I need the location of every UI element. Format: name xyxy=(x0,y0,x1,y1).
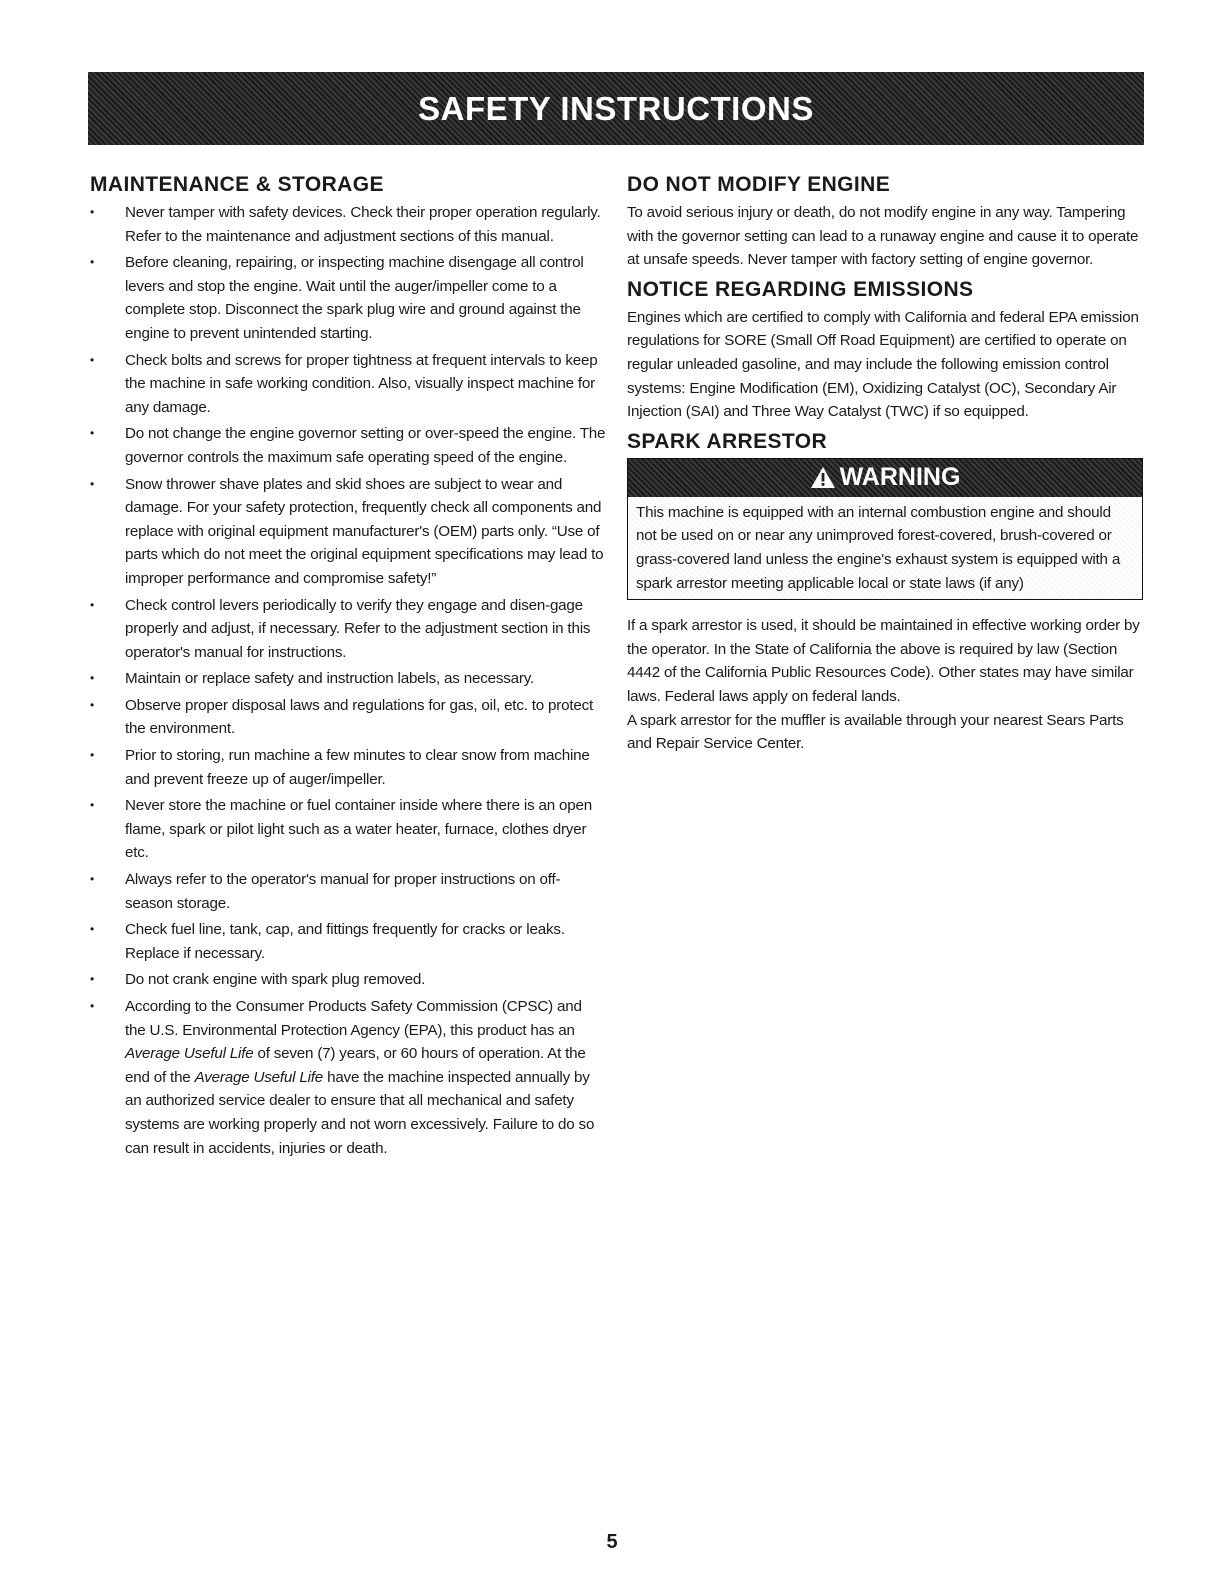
modify-section xyxy=(627,173,1143,272)
left-column xyxy=(90,173,606,1163)
useful-life-term-1: Average Useful Life xyxy=(125,1045,254,1063)
list-item: • Check bolts and screws for proper tightness at frequent intervals to keep the machine in safe working condition. Also, visually inspect machine for any damage. xyxy=(90,349,606,420)
list-item: • Always refer to the operator's manual for proper instructions on off-season storage. xyxy=(90,868,606,915)
warning-header xyxy=(628,459,1142,497)
emissions-heading: NOTICE REGARDING EMISSIONS xyxy=(627,277,974,301)
maintenance-list xyxy=(90,201,606,1160)
warning-triangle-icon xyxy=(810,466,836,489)
spark-para-1: If a spark arrestor is used, it should be maintained in effective working order by the operator. In the State of California the above is required by law (Section 4442 of the California Public Resources Code). Other states may have similar laws. Federal laws apply on federal lands. xyxy=(627,617,1140,705)
maintenance-heading: MAINTENANCE & STORAGE xyxy=(90,173,384,196)
useful-life-text-3: have the machine inspected annually by an authorized service dealer to ensure that all mechanical and safety systems are working properly and not worn excessively. Failure to do so can result in accidents, injuries or death. xyxy=(125,1068,595,1157)
list-item: • Never store the machine or fuel container inside where there is an open flame, spark or pilot light such as a water heater, furnace, clothes dryer etc. xyxy=(90,794,606,865)
spark-para-2: A spark arrestor for the muffler is available through your nearest Sears Parts and Repair Service Center. xyxy=(627,711,1124,753)
right-column xyxy=(627,173,1143,762)
list-item: • Snow thrower shave plates and skid shoes are subject to wear and damage. For your safety protection, frequently check all components and replace with original equipment manufacturer's (OEM) parts only. “Use of parts which do not meet the original equipment specifications may lead to improper performance and compromise safety!” xyxy=(90,473,606,591)
title-banner xyxy=(88,72,1144,145)
spark-heading: SPARK ARRESTOR xyxy=(627,429,828,453)
useful-life-text-1: According to the Consumer Products Safety Commission (CPSC) and the U.S. Environmental Protection Agency (EPA), this product has an xyxy=(125,998,582,1039)
warning-body xyxy=(628,497,1142,599)
list-item: • Observe proper disposal laws and regulations for gas, oil, etc. to protect the environment. xyxy=(90,694,606,741)
list-item: • Prior to storing, run machine a few minutes to clear snow from machine and prevent freeze up of auger/impeller. xyxy=(90,744,606,791)
list-item: • Do not change the engine governor setting or over-speed the engine. The governor controls the maximum safe operating speed of the engine. xyxy=(90,422,606,469)
list-item: • Maintain or replace safety and instruction labels, as necessary. xyxy=(90,667,606,691)
list-item: • Check fuel line, tank, cap, and fittings frequently for cracks or leaks. Replace if necessary. xyxy=(90,918,606,965)
warning-text: This machine is equipped with an internal combustion engine and should not be used on or near any unimproved forest-covered, brush-covered or grass-covered land unless the engine's exhaust system is equipped with a spark arrestor meeting applicable local or state laws (if any) xyxy=(636,503,1121,592)
modify-heading: DO NOT MODIFY ENGINE xyxy=(627,173,891,196)
list-item: • Check control levers periodically to verify they engage and disen-gage properly and adjust, if necessary. Refer to the adjustment section in this operator's manual for instructions. xyxy=(90,594,606,665)
list-item: • Do not crank engine with spark plug removed. xyxy=(90,968,606,992)
warning-box xyxy=(627,458,1143,600)
list-item-useful-life xyxy=(90,995,606,1160)
page-number: 5 xyxy=(606,1531,618,1553)
emissions-section xyxy=(627,278,1143,424)
warning-label: WARNING xyxy=(839,463,961,492)
list-item: • Before cleaning, repairing, or inspecting machine disengage all control levers and stop the engine. Wait until the auger/impeller come to a complete stop. Disconnect the spark plug wire and ground against the engine to prevent unintended starting. xyxy=(90,251,606,345)
modify-text: To avoid serious injury or death, do not modify engine in any way. Tampering with the governor setting can lead to a runaway engine and cause it to operate at unsafe speeds. Never tamper with factory setting of engine governor. xyxy=(627,204,1139,269)
emissions-text: Engines which are certified to comply with California and federal EPA emission regulations for SORE (Small Off Road Equipment) are certified to operate on regular unleaded gasoline, and may include the following emission control systems: Engine Modification (EM), Oxidizing Catalyst (OC), Secondary Air Injection (SAI) and Three Way Catalyst (TWC) if so equipped. xyxy=(627,308,1139,421)
page-title: SAFETY INSTRUCTIONS xyxy=(418,89,814,127)
useful-life-text-2: of seven (7) years, or 60 hours of operation. At the end of the xyxy=(125,1045,586,1086)
useful-life-term-2: Average Useful Life xyxy=(194,1068,324,1086)
spark-section xyxy=(627,430,1143,756)
list-item: • Never tamper with safety devices. Check their proper operation regularly. Refer to the maintenance and adjustment sections of this manual. xyxy=(90,201,606,248)
